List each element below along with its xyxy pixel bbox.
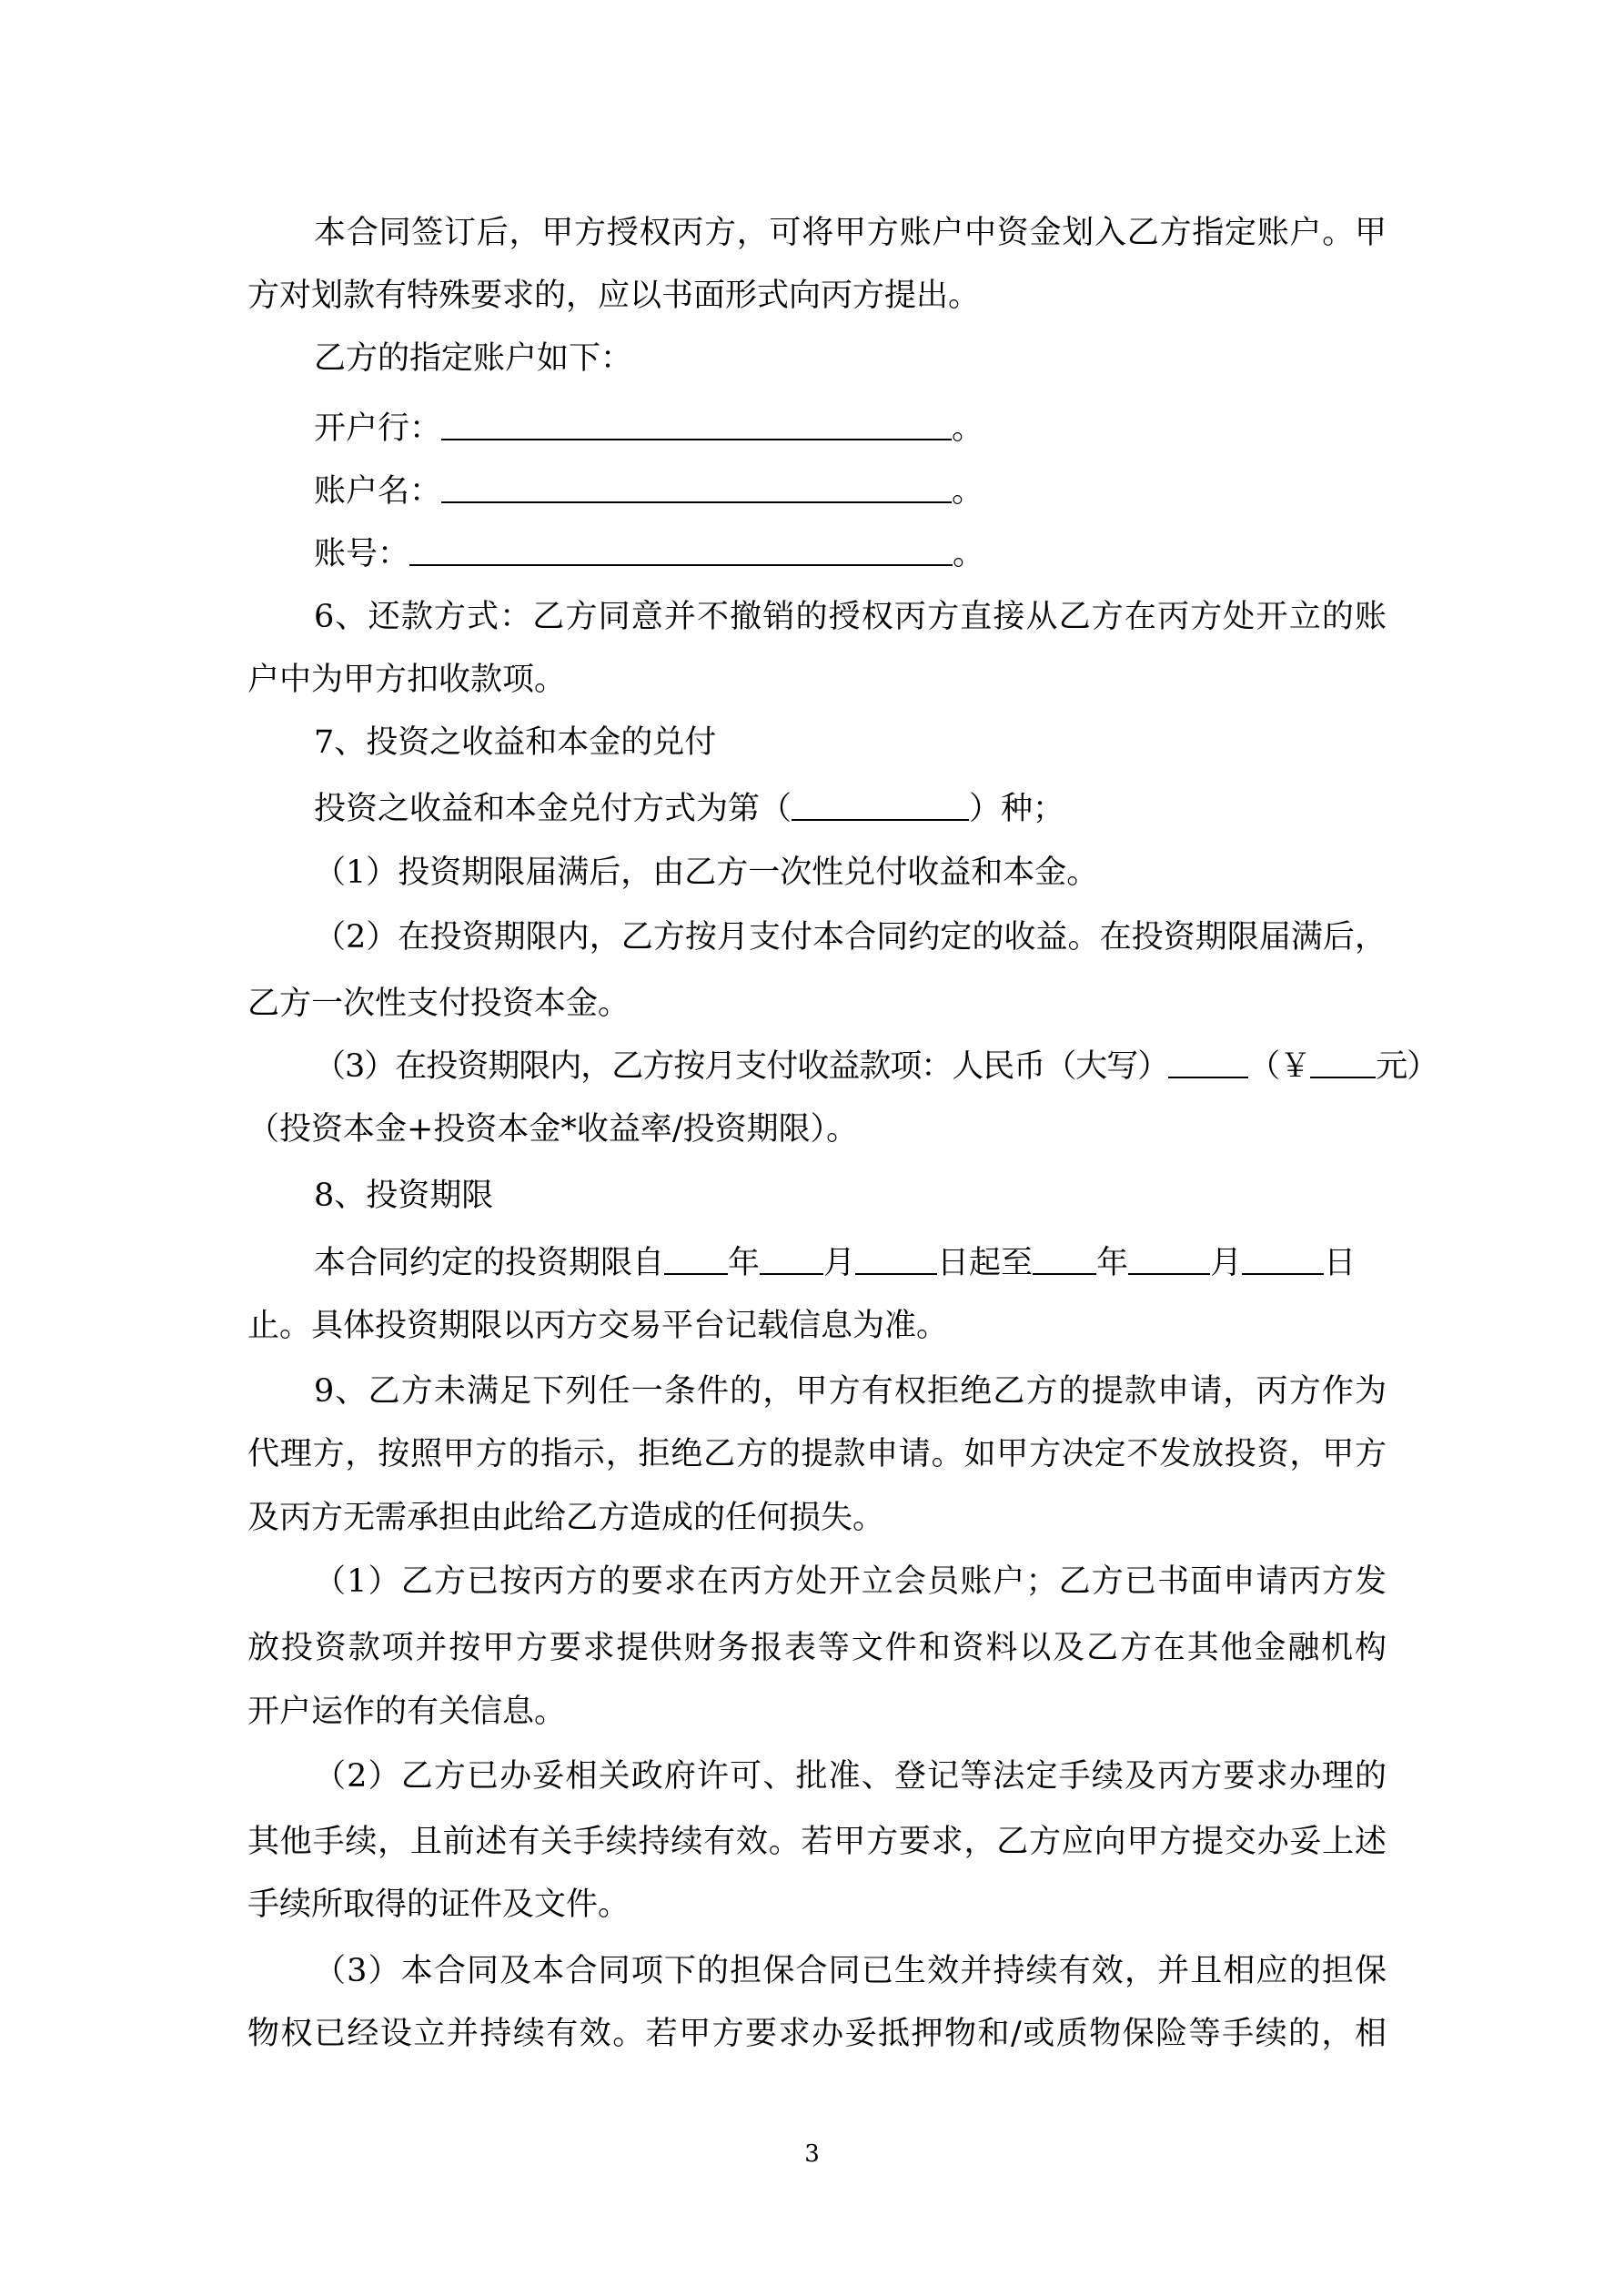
paragraph-line: 放投资款项并按甲方要求提供财务报表等文件和资料以及乙方在其他金融机构 <box>247 1630 1387 1666</box>
paragraph-line: 开户运作的有关信息。 <box>247 1694 567 1730</box>
kind-suffix: ）种； <box>969 791 1065 827</box>
payment-method-blank[interactable] <box>792 792 969 821</box>
monthly-payment-field <box>314 1047 1437 1087</box>
start-month-blank[interactable] <box>760 1246 823 1275</box>
year-label: 年 <box>728 1245 761 1281</box>
bank-label: 开户行： <box>314 410 442 447</box>
payment-method-field <box>314 789 1064 829</box>
account-name-label: 账户名： <box>314 473 442 510</box>
paragraph-line: （1）投资期限届满后，由乙方一次性兑付收益和本金。 <box>314 855 1099 891</box>
page-number: 3 <box>804 2140 820 2168</box>
paragraph-line: 止。具体投资期限以丙方交易平台记载信息为准。 <box>247 1308 949 1344</box>
account-name-field <box>314 471 983 511</box>
end-month-blank[interactable] <box>1128 1246 1210 1275</box>
start-day-blank[interactable] <box>855 1246 937 1275</box>
yuan-close: 元） <box>1376 1048 1438 1085</box>
paragraph-line: （1）乙方已按丙方的要求在丙方处开立会员账户；乙方已书面申请丙方发 <box>314 1563 1387 1600</box>
account-name-blank[interactable] <box>441 474 952 503</box>
paragraph-line: 及丙方无需承担由此给乙方造成的任何损失。 <box>247 1500 885 1536</box>
start-year-blank[interactable] <box>664 1246 728 1275</box>
paragraph-line: 物权已经设立并持续有效。若甲方要求办妥抵押物和/或质物保险等手续的，相 <box>247 2016 1387 2052</box>
period: 。 <box>953 536 985 572</box>
day-label: 日 <box>1324 1245 1357 1281</box>
paragraph-line: 方对划款有特殊要求的，应以书面形式向丙方提出。 <box>247 278 981 314</box>
monthly-payment-label: （3）在投资期限内，乙方按月支付收益款项：人民币（大写） <box>314 1048 1169 1085</box>
paragraph-line: 户中为甲方扣收款项。 <box>247 662 567 698</box>
amount-words-blank[interactable] <box>1168 1049 1248 1078</box>
month-label: 月 <box>1210 1245 1243 1281</box>
month-label: 月 <box>823 1245 856 1281</box>
paragraph-line: 乙方的指定账户如下： <box>314 340 633 377</box>
paragraph-line: 6、还款方式：乙方同意并不撤销的授权丙方直接从乙方在丙方处开立的账 <box>314 599 1387 635</box>
end-year-blank[interactable] <box>1033 1246 1096 1275</box>
end-day-blank[interactable] <box>1242 1246 1324 1275</box>
year-label: 年 <box>1096 1245 1129 1281</box>
paragraph-line: 9、乙方未满足下列任一条件的，甲方有权拒绝乙方的提款申请，丙方作为 <box>314 1373 1387 1410</box>
amount-number-blank[interactable] <box>1310 1049 1376 1078</box>
bank-field <box>314 409 983 449</box>
paragraph-line: 代理方，按照甲方的指示，拒绝乙方的提款申请。如甲方决定不发放投资，甲方 <box>247 1436 1387 1472</box>
day-from-label: 日起至 <box>937 1245 1034 1281</box>
section-heading: 7、投资之收益和本金的兑付 <box>314 724 717 761</box>
paragraph-line: 乙方一次性支付投资本金。 <box>247 986 630 1022</box>
period: 。 <box>952 473 984 510</box>
account-number-field <box>314 534 984 574</box>
paragraph-line: 其他手续，且前述有关手续持续有效。若甲方要求，乙方应向甲方提交办妥上述 <box>247 1824 1387 1860</box>
paragraph-line: （投资本金+投资本金*收益率/投资期限）。 <box>247 1111 859 1148</box>
term-dates-field <box>314 1243 1356 1283</box>
term-label: 本合同约定的投资期限自 <box>314 1245 665 1281</box>
paragraph-line: 本合同签订后，甲方授权丙方，可将甲方账户中资金划入乙方指定账户。甲 <box>314 215 1387 251</box>
paragraph-line: 手续所取得的证件及文件。 <box>247 1886 630 1923</box>
yuan-open: （￥ <box>1248 1048 1311 1085</box>
paragraph-line: （2）在投资期限内，乙方按月支付本合同约定的收益。在投资期限届满后， <box>314 919 1387 956</box>
period: 。 <box>952 410 984 447</box>
payment-method-label: 投资之收益和本金兑付方式为第（ <box>314 791 792 827</box>
bank-blank[interactable] <box>441 411 952 440</box>
account-number-label: 账号： <box>314 536 410 572</box>
paragraph-line: （3）本合同及本合同项下的担保合同已生效并持续有效，并且相应的担保 <box>314 1953 1387 1989</box>
account-number-blank[interactable] <box>409 537 953 566</box>
paragraph-line: （2）乙方已办妥相关政府许可、批准、登记等法定手续及丙方要求办理的 <box>314 1758 1387 1795</box>
section-heading: 8、投资期限 <box>314 1178 494 1214</box>
